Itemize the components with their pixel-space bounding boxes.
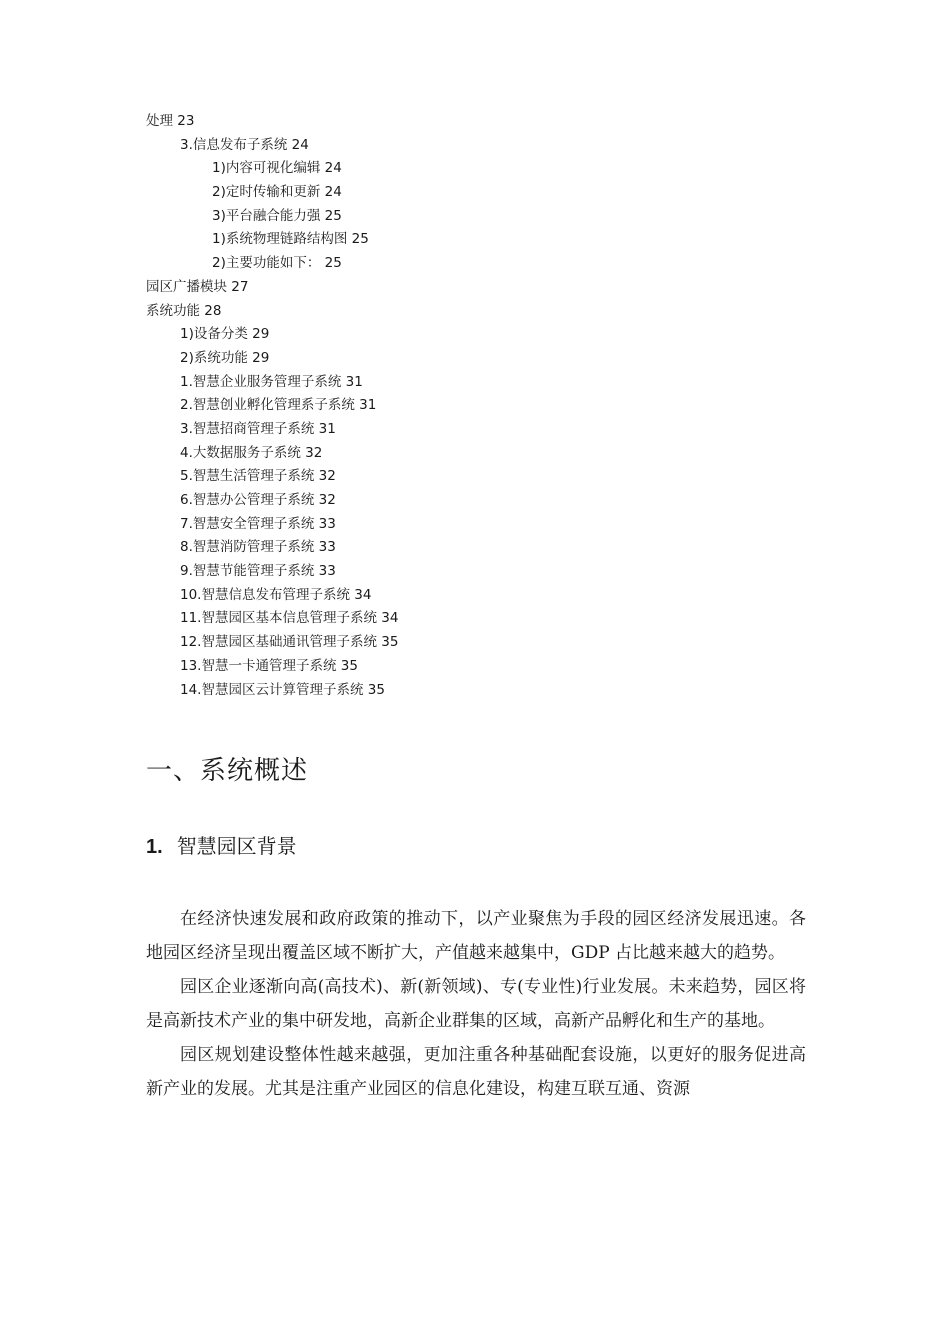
toc-entry[interactable]: 8.智慧消防管理子系统 33 (180, 539, 336, 556)
paragraph: 在经济快速发展和政府政策的推动下，以产业聚焦为手段的园区经济发展迅速。各地园区经济呈现出覆盖区域不断扩大，产值越来越集中，GDP 占比越来越大的趋势。 (146, 909, 806, 963)
toc-entry[interactable]: 11.智慧园区基本信息管理子系统 34 (180, 610, 399, 627)
toc-entry[interactable]: 处理 23 (146, 113, 195, 129)
toc-entry[interactable]: 园区广播模块 27 (146, 278, 249, 295)
toc-entry[interactable]: 2.智慧创业孵化管理系子系统 31 (180, 397, 377, 414)
toc-entry[interactable]: 2)主要功能如下： 25 (212, 255, 342, 272)
paragraph: 园区企业逐渐向高(高技术)、新(新领域)、专(专业性)行业发展。未来趋势，园区将是高新技术产业的集中研发地，高新企业群集的区域，高新产品孵化和生产的基地。 (146, 977, 806, 1031)
toc-entry[interactable]: 9.智慧节能管理子系统 33 (180, 563, 336, 580)
paragraph: 园区规划建设整体性越来越强，更加注重各种基础配套设施，以更好的服务促进高新产业的发展。尤其是注重产业园区的信息化建设，构建互联互通、资源 (146, 1045, 806, 1099)
table-of-contents (146, 110, 786, 702)
toc-entry[interactable]: 3.信息发布子系统 24 (180, 136, 309, 153)
toc-entry[interactable]: 3.智慧招商管理子系统 31 (180, 420, 336, 437)
toc-entry[interactable]: 7.智慧安全管理子系统 33 (180, 515, 336, 532)
toc-entry[interactable]: 1)系统物理链路结构图 25 (212, 231, 369, 248)
toc-entry[interactable]: 13.智慧一卡通管理子系统 35 (180, 657, 358, 674)
toc-entry[interactable]: 10.智慧信息发布管理子系统 34 (180, 586, 372, 603)
toc-entry[interactable]: 5.智慧生活管理子系统 32 (180, 468, 336, 485)
subsection-heading (146, 830, 297, 859)
subsection-title: 智慧园区背景 (176, 834, 297, 858)
toc-entry[interactable]: 14.智慧园区云计算管理子系统 35 (180, 681, 385, 698)
toc-entry[interactable]: 系统功能 28 (146, 302, 222, 319)
toc-entry[interactable]: 12.智慧园区基础通讯管理子系统 35 (180, 634, 399, 651)
toc-entry[interactable]: 6.智慧办公管理子系统 32 (180, 492, 336, 508)
toc-entry[interactable]: 1)设备分类 29 (180, 326, 270, 343)
toc-entry[interactable]: 3)平台融合能力强 25 (212, 207, 342, 224)
toc-entry[interactable]: 2)系统功能 29 (180, 349, 270, 366)
toc-entry[interactable]: 1.智慧企业服务管理子系统 31 (180, 373, 363, 390)
body-text (146, 902, 806, 1106)
subsection-number: 1. (146, 836, 163, 858)
toc-entry[interactable]: 2)定时传输和更新 24 (212, 184, 342, 201)
toc-entry[interactable]: 4.大数据服务子系统 32 (180, 444, 323, 461)
toc-entry[interactable]: 1)内容可视化编辑 24 (212, 160, 342, 177)
section-heading: 一、系统概述 (146, 756, 309, 786)
